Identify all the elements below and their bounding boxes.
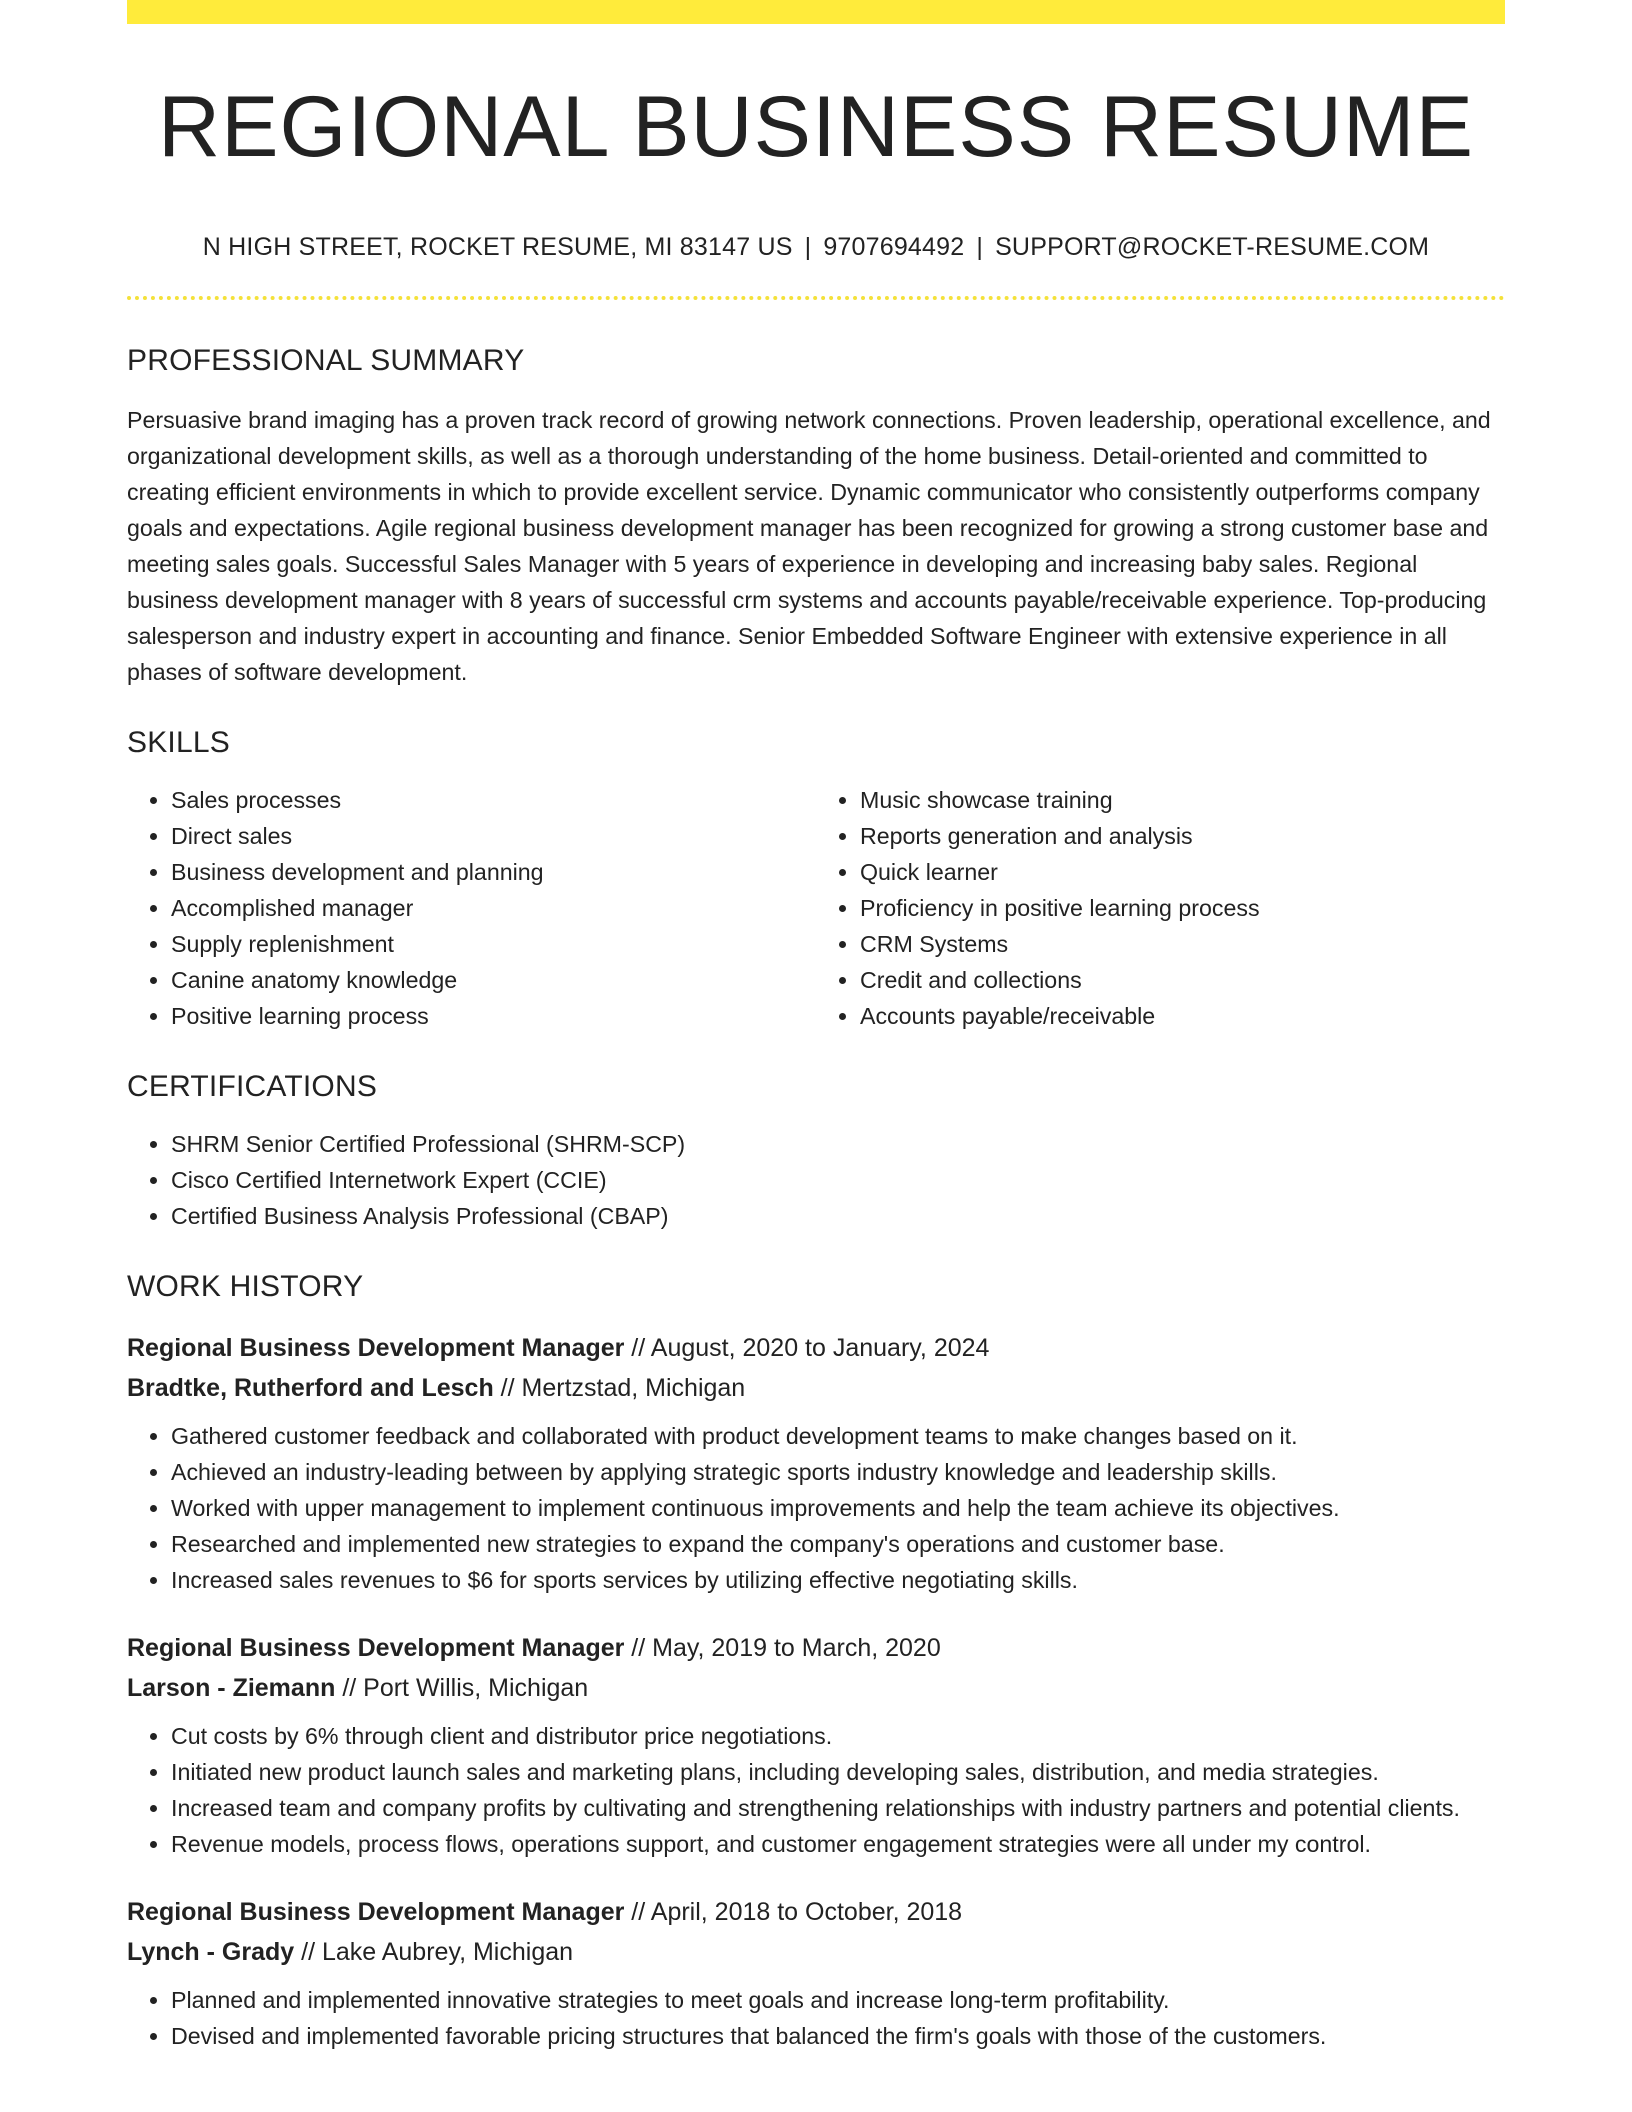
skill-item: • CRM Systems — [860, 926, 1505, 962]
skill-item: • Credit and collections — [860, 962, 1505, 998]
certification-item: • Cisco Certified Internetwork Expert (CCIE) — [171, 1162, 1505, 1198]
job-company: Lynch - Grady — [127, 1937, 295, 1966]
contact-separator: | — [804, 232, 812, 261]
job-bullets — [127, 1718, 1505, 1862]
skill-item: • Supply replenishment — [171, 926, 816, 962]
job-location: // Lake Aubrey, Michigan — [294, 1937, 574, 1966]
job-entry — [127, 1892, 1505, 2054]
header-divider — [127, 296, 1505, 300]
skill-item: • Proficiency in positive learning process — [860, 890, 1505, 926]
skill-item: • Accomplished manager — [171, 890, 816, 926]
job-bullet: • Revenue models, process flows, operations support, and customer engagement strategies were all under my control. — [171, 1826, 1505, 1862]
job-title-line — [127, 1892, 1505, 1932]
certifications-heading: CERTIFICATIONS — [127, 1069, 378, 1103]
job-title-line — [127, 1328, 1505, 1368]
job-bullet: • Devised and implemented favorable pricing structures that balanced the firm's goals with those of the customers. — [171, 2018, 1505, 2054]
job-location: // Mertzstad, Michigan — [493, 1373, 746, 1402]
certification-item: • Certified Business Analysis Professional (CBAP) — [171, 1198, 1505, 1234]
job-bullet: • Researched and implemented new strategies to expand the company's operations and customer base. — [171, 1526, 1505, 1562]
email: SUPPORT@ROCKET-RESUME.COM — [995, 232, 1430, 261]
address: N HIGH STREET, ROCKET RESUME, MI 83147 US — [202, 232, 793, 261]
skills-columns — [127, 782, 1505, 1034]
job-company-line — [127, 1668, 1505, 1708]
job-bullet: • Cut costs by 6% through client and distributor price negotiations. — [171, 1718, 1505, 1754]
skills-list-right — [816, 782, 1505, 1034]
job-role: Regional Business Development Manager — [127, 1897, 625, 1926]
job-entry — [127, 1628, 1505, 1862]
job-role: Regional Business Development Manager — [127, 1333, 625, 1362]
summary-text: Persuasive brand imaging has a proven track record of growing network connections. Proven leadership, operational excellence, and organizational development skills, as well as a thorough understanding of the home business. Detail-oriented and committed to creating efficient environments in which to provide excellent service. Dynamic communicator who consistently outperforms company goals and expectations. Agile regional business development manager has been recognized for growing a strong customer base and meeting sales goals. Successful Sales Manager with 5 years of experience in developing and increasing baby sales. Regional business development manager with 8 years of successful crm systems and accounts payable/receivable experience. Top-producing salesperson and industry expert in accounting and finance. Senior Embedded Software Engineer with extensive experience in all phases of software development. — [127, 406, 1491, 685]
certifications-list — [127, 1126, 1505, 1234]
job-company: Bradtke, Rutherford and Lesch — [127, 1373, 494, 1402]
job-bullet: • Achieved an industry-leading between by applying strategic sports industry knowledge and leadership skills. — [171, 1454, 1505, 1490]
job-dates: // May, 2019 to March, 2020 — [624, 1633, 941, 1662]
resume-page — [127, 0, 1505, 2054]
job-bullets — [127, 1982, 1505, 2054]
summary-heading: PROFESSIONAL SUMMARY — [127, 343, 525, 377]
skill-item: • Accounts payable/receivable — [860, 998, 1505, 1034]
job-dates: // April, 2018 to October, 2018 — [624, 1897, 963, 1926]
skill-item: • Reports generation and analysis — [860, 818, 1505, 854]
skills-heading: SKILLS — [127, 725, 230, 759]
skill-item: • Positive learning process — [171, 998, 816, 1034]
job-bullets — [127, 1418, 1505, 1598]
job-company-line — [127, 1368, 1505, 1408]
certification-item: • SHRM Senior Certified Professional (SHRM-SCP) — [171, 1126, 1505, 1162]
job-bullet: • Planned and implemented innovative strategies to meet goals and increase long-term profitability. — [171, 1982, 1505, 2018]
job-bullet: • Gathered customer feedback and collaborated with product development teams to make changes based on it. — [171, 1418, 1505, 1454]
skill-item: • Music showcase training — [860, 782, 1505, 818]
job-bullet: • Worked with upper management to implement continuous improvements and help the team achieve its objectives. — [171, 1490, 1505, 1526]
job-dates: // August, 2020 to January, 2024 — [624, 1333, 990, 1362]
accent-bar — [127, 0, 1505, 24]
skill-item: • Direct sales — [171, 818, 816, 854]
job-title-line — [127, 1628, 1505, 1668]
job-entry — [127, 1328, 1505, 1598]
work-history-heading: WORK HISTORY — [127, 1269, 364, 1303]
skills-list-left — [127, 782, 816, 1034]
job-role: Regional Business Development Manager — [127, 1633, 625, 1662]
contact-line — [127, 233, 1505, 262]
skill-item: • Canine anatomy knowledge — [171, 962, 816, 998]
phone: 9707694492 — [823, 232, 965, 261]
skill-item: • Quick learner — [860, 854, 1505, 890]
job-company-line — [127, 1932, 1505, 1972]
job-company: Larson - Ziemann — [127, 1673, 336, 1702]
contact-separator: | — [976, 232, 984, 261]
job-bullet: • Increased sales revenues to $6 for sports services by utilizing effective negotiating skills. — [171, 1562, 1505, 1598]
job-bullet: • Increased team and company profits by cultivating and strengthening relationships with industry partners and potential clients. — [171, 1790, 1505, 1826]
skill-item: • Sales processes — [171, 782, 816, 818]
job-bullet: • Initiated new product launch sales and marketing plans, including developing sales, distribution, and media strategies. — [171, 1754, 1505, 1790]
resume-title: REGIONAL BUSINESS RESUME — [158, 79, 1474, 175]
skill-item: • Business development and planning — [171, 854, 816, 890]
job-location: // Port Willis, Michigan — [335, 1673, 589, 1702]
